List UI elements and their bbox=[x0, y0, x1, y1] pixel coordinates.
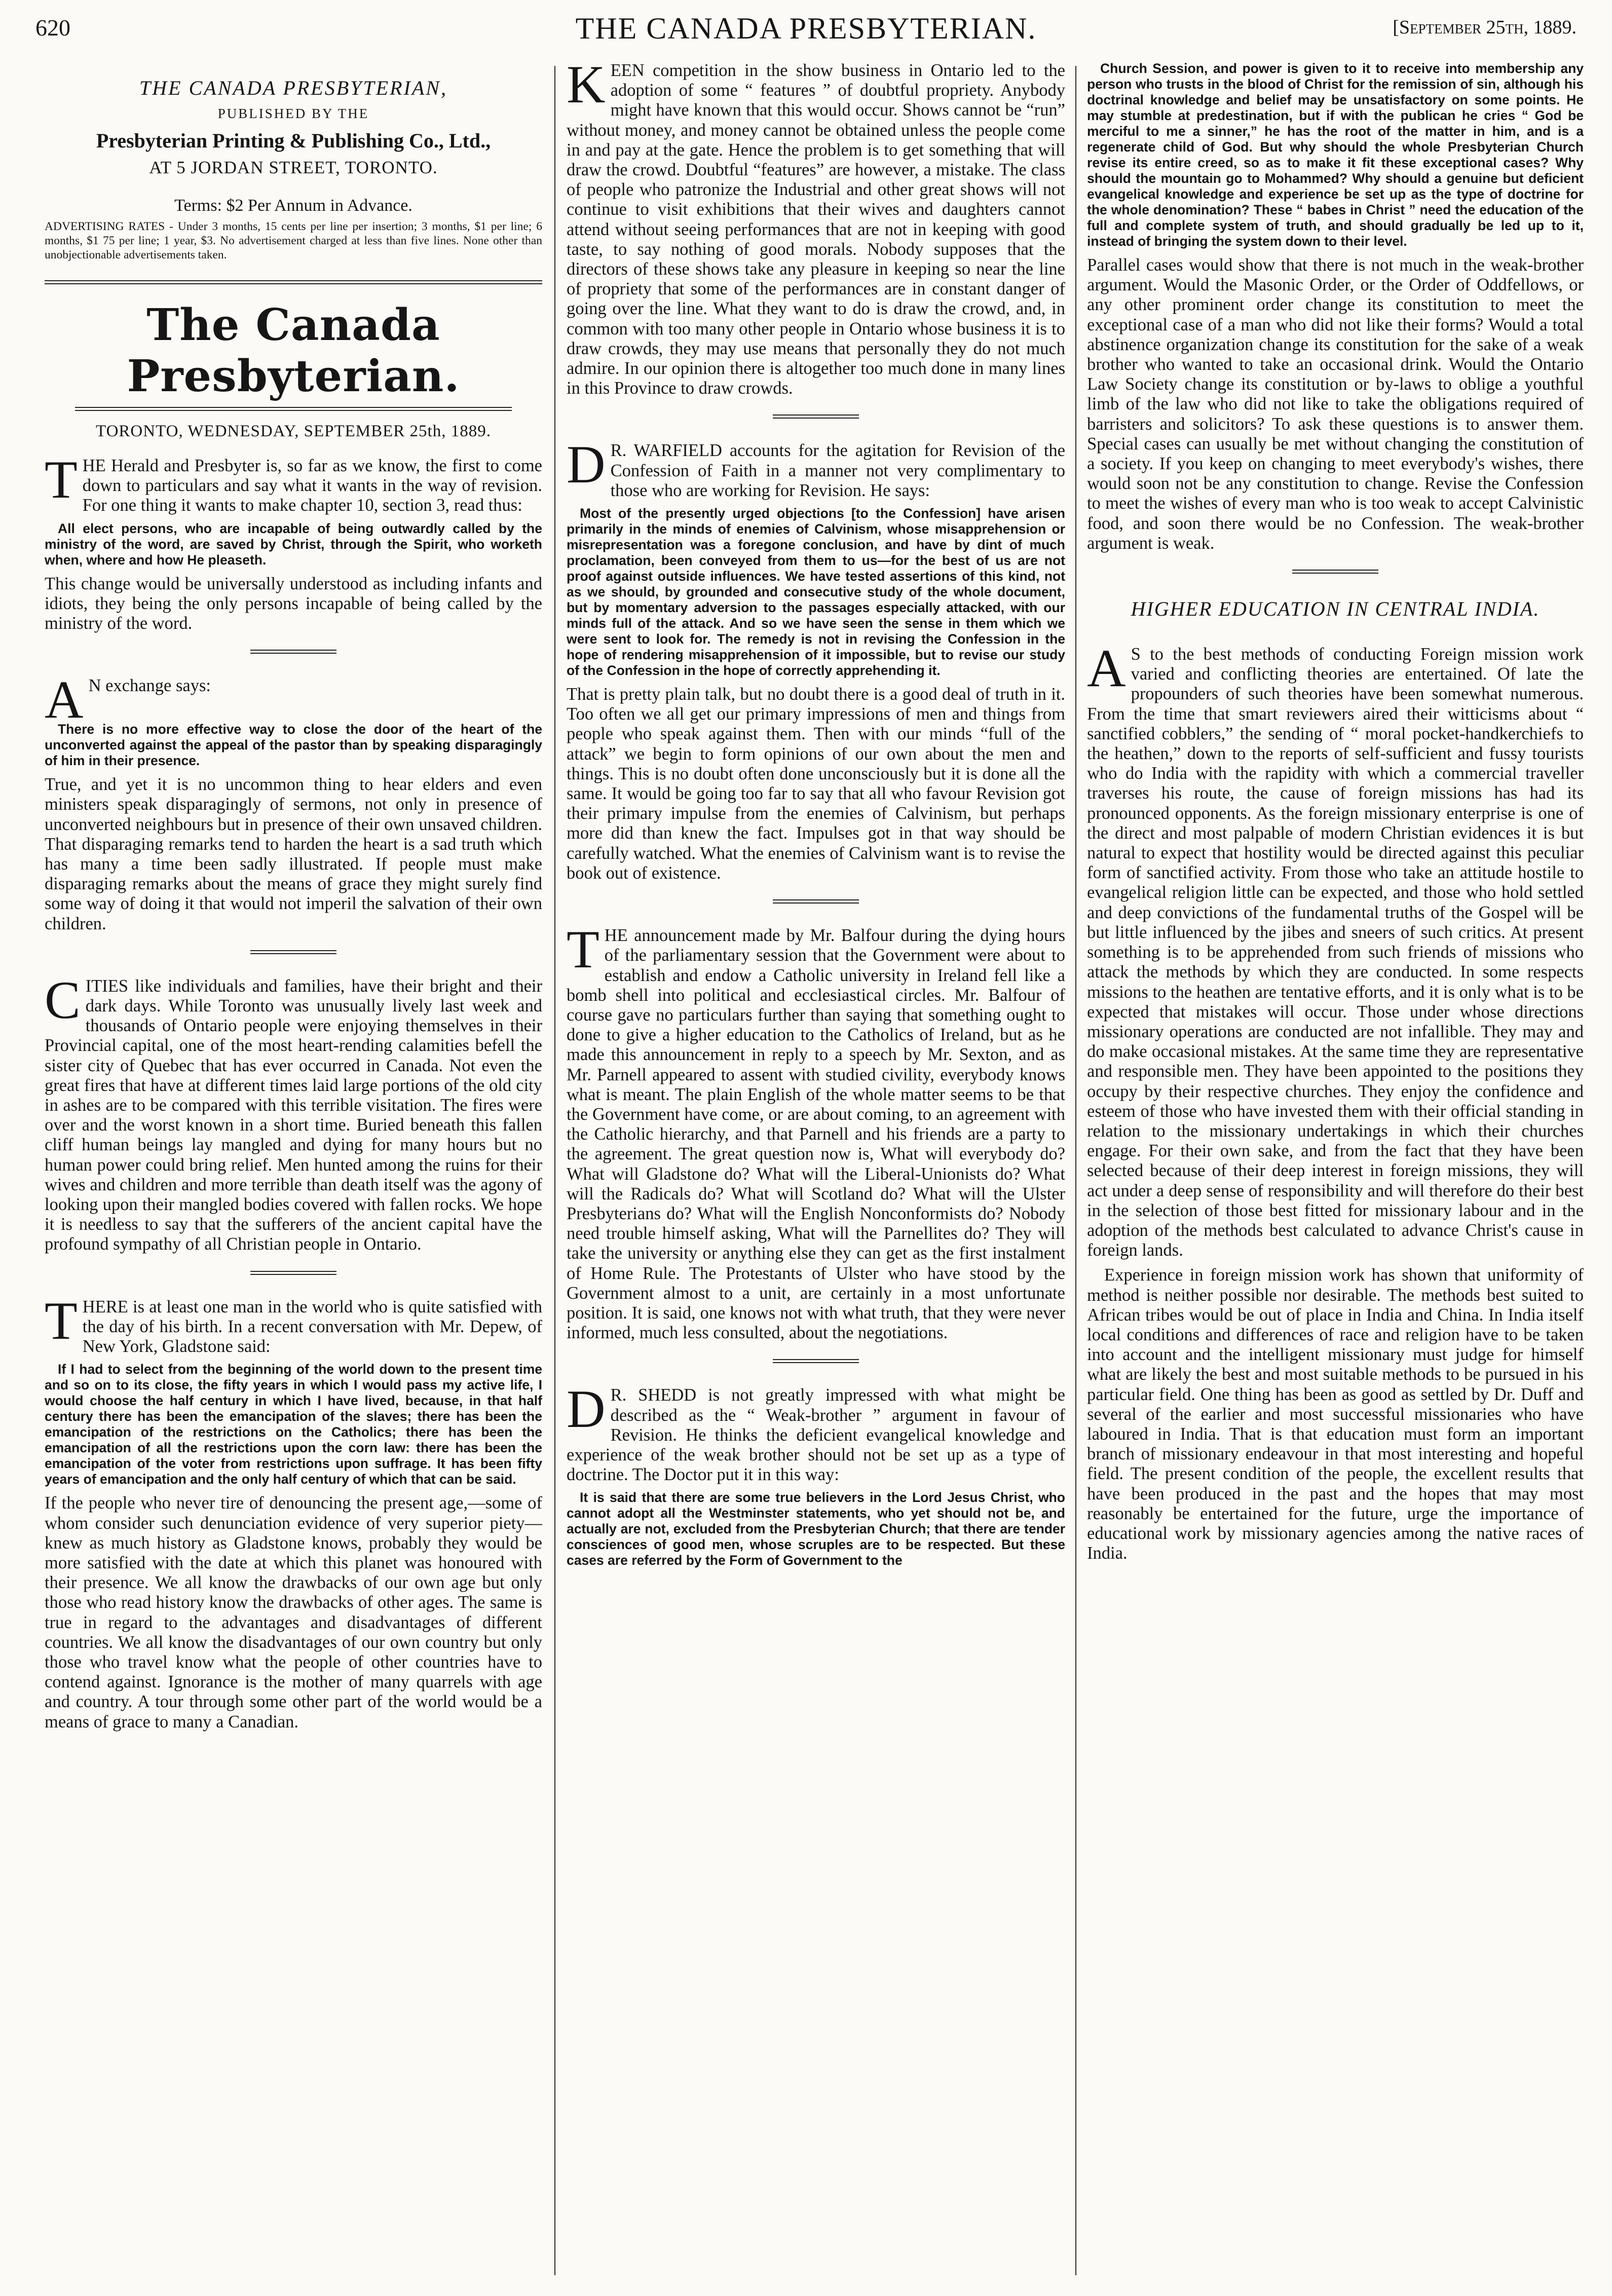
separator-rule bbox=[1292, 570, 1378, 574]
article-gladstone bbox=[45, 1291, 542, 1732]
paragraph: EEN competition in the show business in Ontario led to the adoption of some “ features ” of doubtful propriety. Anybody might have known that this would occur. Shows cannot be “run” without money, and money cannot be obtained unless the people come in and pay at the gate. Hence the problem is to get something that will draw the crowd. Doubtful “features” are however, a mistake. The class of people who patronize the Industrial and other great shows will not continue to visit exhibitions that their wives and daughters cannot attend without seeing performances that are not in keeping with good taste, to say nothing of good morals. Nobody supposes that the directors of these shows take any pleasure in keeping so near the line of propriety that some of the performances are in constant danger of going over the line. What they want to do is draw the crowd, and, in common with too many other people in Ontario whose business it is to draw crowds, they may use means that personally they do not much admire. In our opinion there is altogether too much done in many lines in this Province to draw crowds. bbox=[567, 61, 1065, 398]
paragraph: This change would be universally understood as including infants and idiots, they being the only persons incapable of being called by the ministry of the word. bbox=[45, 574, 542, 633]
paragraph: ITIES like individuals and families, have their bright and their dark days. While Toronto was unusually lively last week and thousands of Ontario people were enjoying themselves in their Provincial capital, one of the most heart-rending calamities befell the sister city of Quebec that has ever occurred in Canada. Not even the great fires that have at different times laid large portions of the old city in ashes are to be compared with this terrible visitation. The fires were over and the worst known in a short time. Buried beneath this fallen cliff human beings lay mangled and dying for many hours but no human power could bring relief. Men hunted among the ruins for their wives and children and more terrible than death itself was the agony of looking upon their mangled bodies covered with fallen rocks. We hope it is needless to say that the sufferers of the ancient capital have the profound sympathy of all Christian people in Ontario. bbox=[45, 976, 542, 1254]
nameplate: The Canada Presbyterian. bbox=[127, 299, 460, 402]
drop-cap: A bbox=[45, 670, 84, 730]
article-show-business bbox=[567, 61, 1065, 398]
paragraph: Parallel cases would show that there is not much in the weak-brother argument. Would the Masonic Order, or the Order of Oddfellows, or any other prominent order change its constitution to meet the exceptional case of a man who did not like their forms? Would a total abstinence organization change its constitution for the sake of a weak brother who wanted to take an occasional drink. Would the Ontario Law Society change its constitution or by-laws to oblige a youthful limb of the law who did not like to take the obligations required of barristers and solicitors? To ask these questions is to answer them. Special cases can usually be met without changing the constitution of a society. If you keep on changing to meet everybody's wishes, there would soon not be any constitution to change. Revise the Confession to meet the wishes of every man who is too weak to accept Calvinistic food, and soon there would be no Confession. The weak-brother argument is weak. bbox=[1087, 255, 1584, 553]
double-rule bbox=[75, 407, 512, 411]
paragraph: HE announcement made by Mr. Balfour during the dying hours of the parliamentary session that the Government were about to establish and endow a Catholic university in Ireland fell like a bomb shell into political and ecclesiastical circles. Mr. Balfour of course gave no particulars further than saying that something ought to done to give a higher education to the Catholics of Ireland, but as he made this announcement in reply to a speech by Mr. Sexton, and as Mr. Parnell appeared to assent with studied civility, everybody knows what is meant. The plain English of the whole matter seems to be that the Government have come, or are about coming, to an agreement with the Catholic hierarchy, and that Parnell and his friends are a party to the agreement. The great question now is, What will everybody do? What will Gladstone do? What will the Liberal-Unionists do? What will the Radicals do? What will Scotland do? What will the Ulster Presbyterians do? What will the English Nonconformists do? Nobody need trouble himself asking, What will the Parnellites do? They will take the university or anything else they can get as the first instalment of Home Rule. The Protestants of Ulster who have stood by the Government almost to a unit, are certainly in a most unfortunate position. It is said, one knows not with what truth, that they were never informed, much less consulted, about the negotiations. bbox=[567, 926, 1065, 1343]
column-2 bbox=[567, 61, 1065, 2280]
double-rule bbox=[45, 280, 542, 284]
paragraph: That is pretty plain talk, but no doubt there is a good deal of truth in it. Too often we all get our primary impressions of men and things from people who speak against them. Then with our minds “full of the attack” we begin to form opinions of our own about the men and things. This is no doubt often done unconsciously but it is done all the same. It would be going too far to say that all who favour Revision got their primary impulse from the enemies of Calvinism, but perhaps more did than knew the fact. Impulses got in that way should be carefully watched. What the enemies of Calvinism want is to revise the book out of existence. bbox=[567, 685, 1065, 883]
masthead-address: AT 5 JORDAN STREET, TORONTO. bbox=[149, 158, 438, 177]
drop-cap: T bbox=[45, 450, 78, 509]
article-cities bbox=[45, 970, 542, 1255]
block-quote: It is said that there are some true believers in the Lord Jesus Christ, who cannot adopt all the Westminster statements, who yet should not be, and actually are not, excluded from the Presbyterian Church; that there are tender consciences of good men, whose scruples are to be respected. But these cases are referred by the Form of Government to the bbox=[567, 1490, 1065, 1568]
article-herald-presbyter bbox=[45, 450, 542, 633]
masthead bbox=[45, 76, 542, 262]
column-3 bbox=[1087, 61, 1584, 2280]
separator-rule bbox=[773, 415, 859, 419]
paragraph: N exchange says: bbox=[88, 676, 211, 696]
article-higher-education-india bbox=[1087, 596, 1584, 1563]
block-quote: All elect persons, who are incapable of being outwardly called by the ministry of the word, are saved by Christ, through the Spirit, who worketh when, where and how He pleaseth. bbox=[45, 520, 542, 568]
separator-rule bbox=[773, 899, 859, 904]
paragraph: True, and yet it is no uncommon thing to hear elders and even ministers speak disparagingly of sermons, not only in presence of unconverted neighbours but in presence of their own unsaved children. That disparaging remarks tend to harden the heart is a sad truth which has many a time been sadly illustrated. If people must make disparaging remarks about the means of grace they might surely find some way of doing it that would not imperil the salvation of their own children. bbox=[45, 775, 542, 933]
masthead-company: Presbyterian Printing & Publishing Co., Ltd., bbox=[96, 129, 491, 152]
drop-cap: D bbox=[567, 435, 606, 495]
issue-date: [September 25th, 1889. bbox=[1393, 17, 1577, 38]
article-balfour bbox=[567, 920, 1065, 1343]
paragraph: R. SHEDD is not greatly impressed with what might be described as the “ Weak-brother ” argument in favour of Revision. He thinks the deficient evangelical knowledge and experience of the weak brother should not be set up as a type of doctrine. The Doctor put it in this way: bbox=[567, 1385, 1065, 1485]
drop-cap: D bbox=[567, 1379, 606, 1439]
masthead-published-by: PUBLISHED BY THE bbox=[217, 106, 369, 121]
block-quote: Church Session, and power is given to it to receive into membership any person who trusts in the blood of Christ for the remission of sin, although his doctrinal knowledge and belief may be unsatisfactory on some points. He may stumble at predestination, but if with the publican he cries “ God be merciful to me a sinner,” he has the root of the matter in him, and is a regenerate child of God. But why should the whole Presbyterian Church revise its entire creed, so as to make it fit these exceptional cases? Why should the mountain go to Mohammed? Why should a genuine but deficient evangelical knowledge and experience be set up as the type of doctrine for the whole denomination? These “ babes in Christ ” need the education of the full and complete system of truth, and should gradually be led up to it, instead of bringing the system down to their level. bbox=[1087, 61, 1584, 249]
article-shedd bbox=[567, 1379, 1065, 1568]
column-1 bbox=[45, 61, 542, 2280]
masthead-terms: Terms: $2 Per Annum in Advance. bbox=[174, 196, 413, 215]
column-rule bbox=[1075, 66, 1076, 2275]
block-quote: Most of the presently urged objections [to the Confession] have arisen primarily in the minds of enemies of Calvinism, whose misapprehension or misrepresentation was a foregone conclusion, and have by dint of much proclamation, been conveyed from them to us—for the best of us are not proof against outside influences. We have tested assertions of this kind, not as we should, by grounded and consecutive study of the whole document, but by momentary adversion to the passages especially attacked, with our minds full of the attack. And so we have seen the sense in them which we were sent to look for. The remedy is not in revising the Confession in the hope of rendering misapprehension of it impossible, but to revise our study of the Confession in the hope of correctly apprehending it. bbox=[567, 506, 1065, 679]
column-rule bbox=[554, 66, 555, 2275]
dateline: TORONTO, WEDNESDAY, SEPTEMBER 25th, 1889. bbox=[96, 422, 491, 440]
article-warfield bbox=[567, 435, 1065, 883]
masthead-advertising-rates: ADVERTISING RATES - Under 3 months, 15 cents per line per insertion; 3 months, $1 per line; 6 months, $1 75 per line; 1 year, $3. No advertisement charged at less than five lines. None other than unobjectionable advertisements taken. bbox=[45, 220, 542, 261]
page-number: 620 bbox=[35, 15, 70, 41]
separator-rule bbox=[250, 650, 336, 654]
article-heading: HIGHER EDUCATION IN CENTRAL INDIA. bbox=[1131, 597, 1540, 621]
paragraph: HERE is at least one man in the world who is quite satisfied with the day of his birth. In a recent conversation with Mr. Depew, of New York, Gladstone said: bbox=[82, 1297, 542, 1357]
separator-rule bbox=[773, 1359, 859, 1363]
drop-cap: T bbox=[45, 1291, 78, 1350]
drop-cap: K bbox=[567, 61, 606, 114]
separator-rule bbox=[250, 950, 336, 954]
running-header bbox=[35, 9, 1577, 60]
drop-cap: A bbox=[1087, 638, 1126, 698]
separator-rule bbox=[250, 1271, 336, 1275]
paragraph: If the people who never tire of denouncing the present age,—some of whom consider such denunciation evidence of very superior piety—knew as much history as Gladstone knows, probably they would be more satisfied with the date at which this planet was honoured with their presence. We all know the drawbacks of our own age but only those who read history know the drawbacks of other ages. The same is true in regard to the advantages and disadvantages of different countries. We all know the disadvantages of our own country but only those who travel know what the people of other countries have to contend against. Ignorance is the mother of many quarrels with age and country. A tour through some other part of the world would be a means of grace to many a Canadian. bbox=[45, 1493, 542, 1732]
article-shedd-continued bbox=[1087, 61, 1584, 553]
block-quote: There is no more effective way to close the door of the heart of the unconverted against the appeal of the pastor than by speaking disparagingly of him in their presence. bbox=[45, 722, 542, 769]
paragraph: Experience in foreign mission work has shown that uniformity of method is neither possible nor desirable. The methods best suited to African tribes would be out of place in India and China. In India itself local conditions and differences of race and religion have to be taken into account and the intelligent missionary must judge for himself what are likely the best and most suitable methods to be pursued in his particular field. One thing has been as good as settled by Dr. Duff and several of the earlier and most successful missionaries who have laboured in India. That is that education must form an important branch of missionary endeavour in that most interesting and hopeful field. The present condition of the people, the excellent results that have been produced in the past and the hopes that may most reasonably be entertained for the future, urge the importance of educational work by missionary agencies among the native races of India. bbox=[1087, 1265, 1584, 1563]
masthead-title: THE CANADA PRESBYTERIAN, bbox=[139, 77, 447, 99]
paragraph: R. WARFIELD accounts for the agitation for Revision of the Confession of Faith in a manner not very complimentary to those who are working for Revision. He says: bbox=[610, 441, 1065, 500]
block-quote: If I had to select from the beginning of the world down to the present time and so on to its close, the fifty years in which I would pass my active life, I would choose the half century in which I have lived, because, in that half century there has been the emancipation of the slaves; there has been the emancipation of the restrictions on the Catholics; there has been the emancipation of all the restrictions upon the corn law: there has been the emancipation of the voter from restrictions upon suffrage. It has been fifty years of emancipation and the only half century of which that can be said. bbox=[45, 1362, 542, 1487]
paragraph: S to the best methods of conducting Foreign mission work varied and conflicting theories are entertained. Of late the propounders of such theories have been somewhat numerous. From the time that smart reviewers aired their witticisms about “ sanctified cobblers,” the sending of “ moral pocket-handkerchiefs to the heathen,” down to the reports of self-sufficient and fussy tourists who do India with the rapidity with which a commercial traveller traverses his route, the cause of foreign missions has had its pronounced opponents. As the foreign missionary enterprise is one of the direct and most palpable of modern Christian evidences it is but natural to expect that hostility would be directed against this peculiar form of sanctified activity. From those who take an attitude hostile to evangelical religion little can be expected, and those who hold settled and deep convictions of the fundamental truths of the Gospel will be but little influenced by the jibes and sneers of such critics. At present something is to be apprehended from such friends of missions who attack the methods by which they are conducted. In some respects missions to the heathen are tentative efforts, and it is only what is to be expected that mistakes will occur. Those under whose directions missionary operations are conducted are not infallible. They may and do make occasional mistakes. At the same time they are representative and responsible men. They have been appointed to the positions they occupy by their respective churches. They enjoy the confidence and esteem of those who have invested them with their official standing in relation to the missionary undertakings in which their churches engage. For their own sake, and from the fact that they have been selected because of their deep interest in foreign missions, they will act under a deep sense of responsibility and will therefore do their best in the selection of those best fitted for missionary labour and in the adoption of the methods best calculated to advance Christ's cause in foreign lands. bbox=[1087, 645, 1584, 1260]
drop-cap: T bbox=[567, 920, 599, 980]
drop-cap: C bbox=[45, 970, 81, 1030]
running-title: THE CANADA PRESBYTERIAN. bbox=[575, 12, 1037, 45]
article-exchange-says bbox=[45, 670, 542, 934]
paragraph: HE Herald and Presbyter is, so far as we know, the first to come down to particulars and say what it wants in the way of revision. For one thing it wants to make chapter 10, section 3, read thus: bbox=[82, 456, 542, 515]
